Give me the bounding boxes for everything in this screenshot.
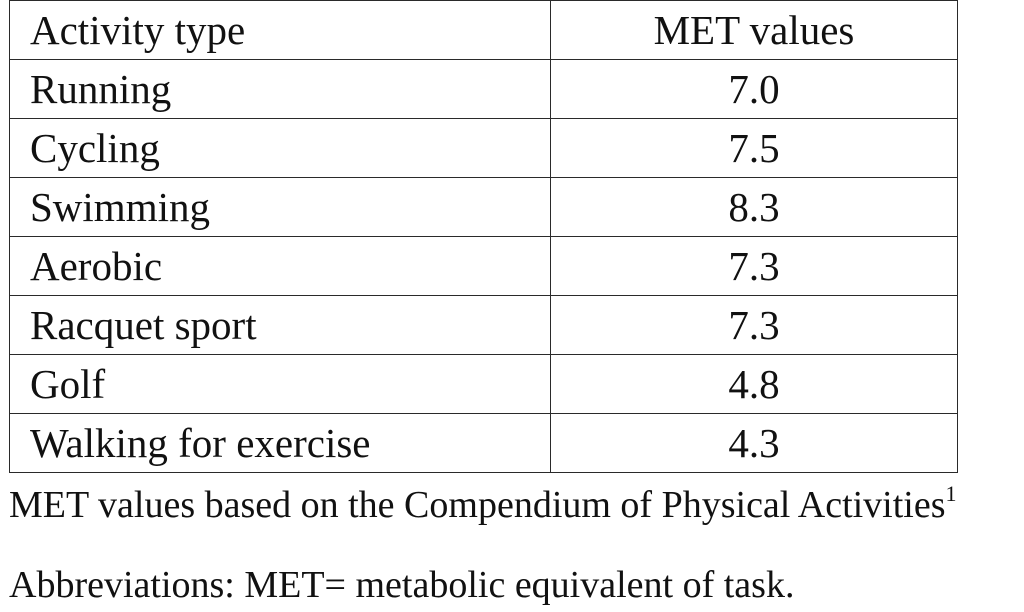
table-row [10, 60, 958, 119]
met-values-table [9, 0, 958, 473]
met-value-cell: 4.8 [551, 355, 958, 414]
source-note [9, 481, 957, 526]
table-row [10, 178, 958, 237]
met-value-cell: 7.3 [551, 237, 958, 296]
table-header-row [10, 1, 958, 60]
abbreviations-note: Abbreviations: MET= metabolic equivalent of task. [9, 564, 795, 606]
activity-cell: Running [10, 60, 551, 119]
footnote-marker: 1 [945, 481, 957, 506]
table-row [10, 414, 958, 473]
table-row [10, 296, 958, 355]
activity-cell: Swimming [10, 178, 551, 237]
source-note-text: MET values based on the Compendium of Physical Activities [9, 484, 946, 526]
activity-cell: Cycling [10, 119, 551, 178]
table-row [10, 355, 958, 414]
table-row [10, 119, 958, 178]
activity-cell: Walking for exercise [10, 414, 551, 473]
table-row [10, 237, 958, 296]
header-activity-type: Activity type [10, 1, 551, 60]
met-value-cell: 4.3 [551, 414, 958, 473]
met-value-cell: 8.3 [551, 178, 958, 237]
activity-cell: Racquet sport [10, 296, 551, 355]
activity-cell: Aerobic [10, 237, 551, 296]
met-value-cell: 7.5 [551, 119, 958, 178]
met-value-cell: 7.0 [551, 60, 958, 119]
met-value-cell: 7.3 [551, 296, 958, 355]
header-met-values: MET values [551, 1, 958, 60]
activity-cell: Golf [10, 355, 551, 414]
